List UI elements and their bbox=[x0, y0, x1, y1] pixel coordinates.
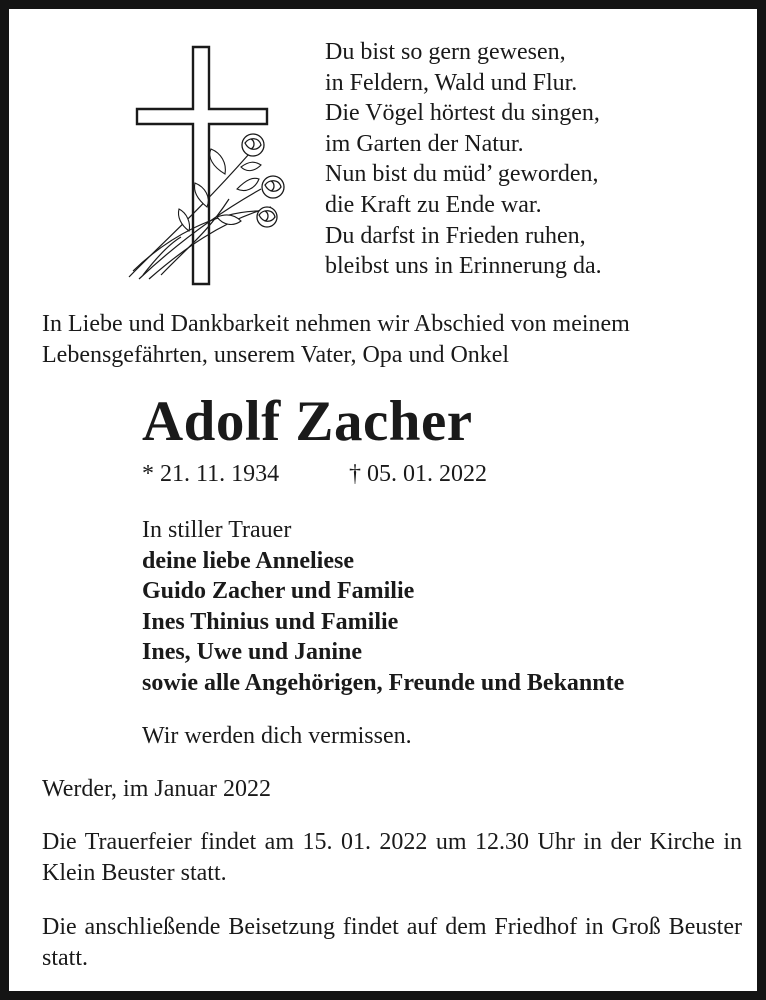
death-date: † 05. 01. 2022 bbox=[349, 461, 487, 487]
ceremony-notice: Die Trauerfeier findet am 15. 01. 2022 um 12.30 Uhr in der Kirche in Klein Beuster statt. bbox=[42, 829, 742, 886]
poem-line: Du darfst in Frieden ruhen, bbox=[325, 222, 586, 249]
poem-line: die Kraft zu Ende war. bbox=[325, 191, 542, 218]
mourners-list bbox=[142, 515, 624, 698]
poem-line: im Garten der Natur. bbox=[325, 130, 524, 157]
poem-line: Die Vögel hörtest du singen, bbox=[325, 100, 600, 127]
poem-line: in Feldern, Wald und Flur. bbox=[325, 69, 578, 96]
mourner-name: deine liebe Anneliese bbox=[142, 547, 354, 574]
mourner-name: Guido Zacher und Familie bbox=[142, 578, 415, 604]
life-dates bbox=[142, 459, 487, 489]
poem-line: Nun bist du müd’ geworden, bbox=[325, 161, 599, 188]
birth-date: * 21. 11. 1934 bbox=[142, 461, 280, 487]
place-date: Werder, im Januar 2022 bbox=[42, 776, 272, 802]
mourner-name: sowie alle Angehörigen, Freunde und Bekannte bbox=[142, 669, 625, 696]
poem-line: Du bist so gern gewesen, bbox=[325, 39, 566, 65]
poem bbox=[325, 37, 745, 282]
poem-line: bleibst uns in Erinnerung da. bbox=[325, 253, 602, 280]
mourner-name: Ines Thinius und Familie bbox=[142, 608, 399, 635]
mourner-name: Ines, Uwe und Janine bbox=[142, 639, 363, 665]
mourners-heading: In stiller Trauer bbox=[142, 517, 292, 543]
intro-text: In Liebe und Dankbarkeit nehmen wir Abschied von meinem Lebensgefährten, unserem Vater, Opa und Onkel bbox=[42, 311, 630, 368]
burial-notice: Die anschließende Beisetzung findet auf dem Friedhof in Groß Beuster statt. bbox=[42, 914, 742, 971]
deceased-name: Adolf Zacher bbox=[142, 390, 473, 453]
closing-line: Wir werden dich vermissen. bbox=[142, 723, 412, 749]
cross-with-roses-icon bbox=[121, 39, 291, 289]
